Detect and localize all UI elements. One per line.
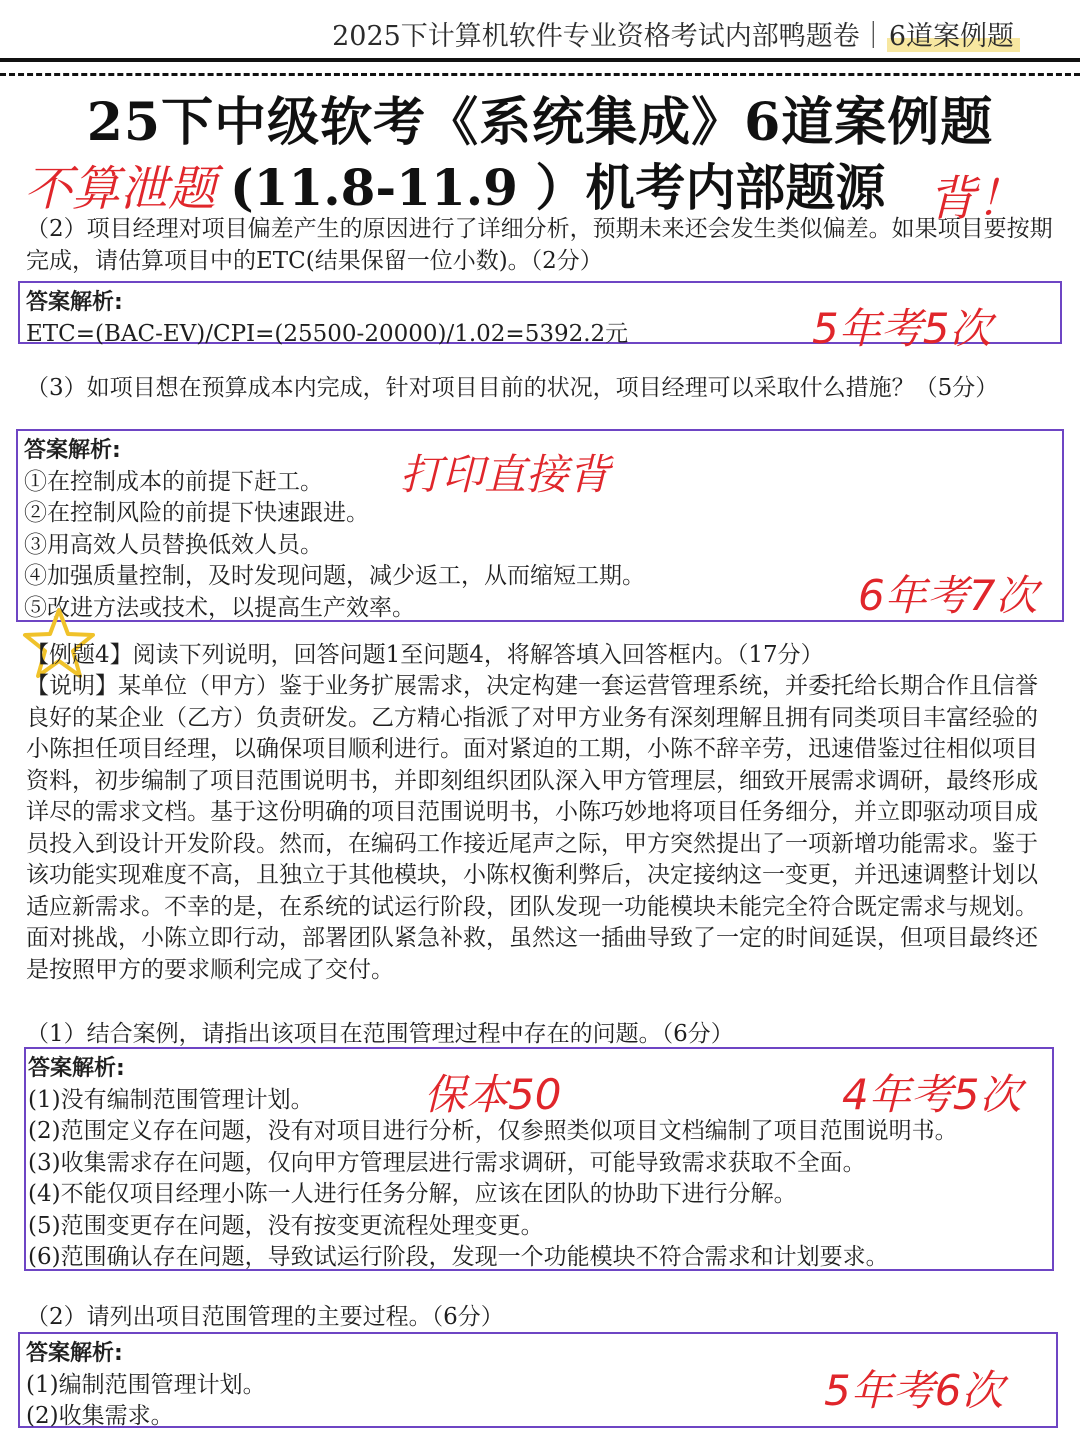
- question-2-text: （2）项目经理对项目偏差产生的原因进行了详细分析，预期未来还会发生类似偏差。如果项目要按期完成，请估算项目中的ETC(结果保留一位小数)。（2分）: [26, 216, 1053, 274]
- answer-line: (4)不能仅项目经理小陈一人进行任务分解，应该在团队的协助下进行分解。: [28, 1181, 797, 1207]
- answer-line: (1)编制范围管理计划。: [26, 1371, 266, 1398]
- answer-label: 答案解析:: [24, 438, 121, 463]
- answer-line: ETC=(BAC-EV)/CPI=(25500-20000)/1.02=5392.2元: [26, 320, 629, 347]
- answer-line: ⑤改进方法或技术，以提高生产效率。: [24, 594, 415, 621]
- header-title-highlight: 6道案例题: [887, 21, 1020, 52]
- answer-line: (1)没有编制范围管理计划。: [28, 1086, 314, 1113]
- header-title: [332, 14, 1020, 53]
- annotation-q3-count: 6年考7次: [858, 571, 1038, 620]
- answer-label: 答案解析:: [26, 1341, 123, 1366]
- answer-line: (2)收集需求。: [26, 1403, 174, 1429]
- case-4-question-2-text: （2）请列出项目范围管理的主要过程。（6分）: [26, 1304, 504, 1330]
- answer-line: ④加强质量控制，及时发现问题，减少返工，从而缩短工期。: [24, 563, 645, 589]
- answer-line: ②在控制风险的前提下快速跟进。: [24, 500, 369, 526]
- header-rule: [0, 58, 1080, 62]
- question-3-text: （3）如项目想在预算成本内完成，针对项目目前的状况，项目经理可以采取什么措施？（5分）: [26, 375, 999, 401]
- annotation-print-memorize: 打印直接背: [400, 450, 611, 499]
- case-4-heading: 【例题4】阅读下列说明，回答问题1至问题4，将解答填入回答框内。（17分）: [26, 642, 824, 668]
- annotation-q2-count: 5年考5次: [812, 304, 992, 353]
- answer-line: (5)范围变更存在问题，没有按变更流程处理变更。: [28, 1212, 544, 1239]
- case-4-question-1-text: （1）结合案例，请指出该项目在范围管理过程中存在的问题。（6分）: [26, 1021, 734, 1047]
- answer-line: (6)范围确认存在问题，导致试运行阶段，发现一个功能模块不符合需求和计划要求。: [28, 1244, 889, 1270]
- annotation-guarantee: 保本50: [424, 1070, 562, 1119]
- annotation-not-leak: 不算泄题: [24, 161, 217, 217]
- annotation-case4-q2-count: 5年考6次: [824, 1366, 1004, 1415]
- page-title: 25下中级软考《系统集成》6道案例题: [86, 92, 994, 153]
- page-subtitle: (11.8-11.9 ）机考内部题源: [230, 158, 886, 217]
- answer-line: (3)收集需求存在问题，仅向甲方管理层进行需求调研，可能导致需求获取不全面。: [28, 1149, 866, 1176]
- answer-line: (2)范围定义存在问题，没有对项目进行分析，仅参照类似项目文档编制了项目范围说明书。: [28, 1118, 958, 1144]
- answer-line: ①在控制成本的前提下赶工。: [24, 468, 323, 495]
- answer-line: ③用高效人员替换低效人员。: [24, 531, 323, 558]
- answer-label: 答案解析:: [26, 290, 123, 315]
- case-4-description: 【说明】某单位（甲方）鉴于业务扩展需求，决定构建一套运营管理系统，并委托给长期合作且信誉良好的某企业（乙方）负责研发。乙方精心指派了对甲方业务有深刻理解且拥有同类项目丰富经验的小陈担任项目经理，以确保项目顺利进行。面对紧迫的工期，小陈不辞辛劳，迅速借鉴过往相似项目资料，初步编制了项目范围说明书，并即刻组织团队深入甲方管理层，细致开展需求调研，最终形成详尽的需求文档。基于这份明确的项目范围说明书，小陈巧妙地将项目任务细分，并立即驱动项目成员投入到设计开发阶段。然而，在编码工作接近尾声之际，甲方突然提出了一项新增功能需求。鉴于该功能实现难度不高，且独立于其他模块，小陈权衡利弊后，决定接纳这一变更，并迅速调整计划以适应新需求。不幸的是，在系统的试运行阶段，团队发现一功能模块未能完全符合既定需求与规划。面对挑战，小陈立即行动，部署团队紧急补救，虽然这一插曲导致了一定的时间延误，但项目最终还是按照甲方的要求顺利完成了交付。: [26, 673, 1038, 983]
- annotation-case4-q1-count: 4年考5次: [842, 1070, 1022, 1119]
- header-bar: [0, 0, 1080, 58]
- answer-label: 答案解析:: [28, 1056, 125, 1081]
- annotation-memorize: 背！: [928, 171, 1025, 227]
- dashed-divider: [0, 73, 1080, 76]
- header-title-main: 2025下计算机软件专业资格考试内部鸭题卷｜: [332, 21, 887, 52]
